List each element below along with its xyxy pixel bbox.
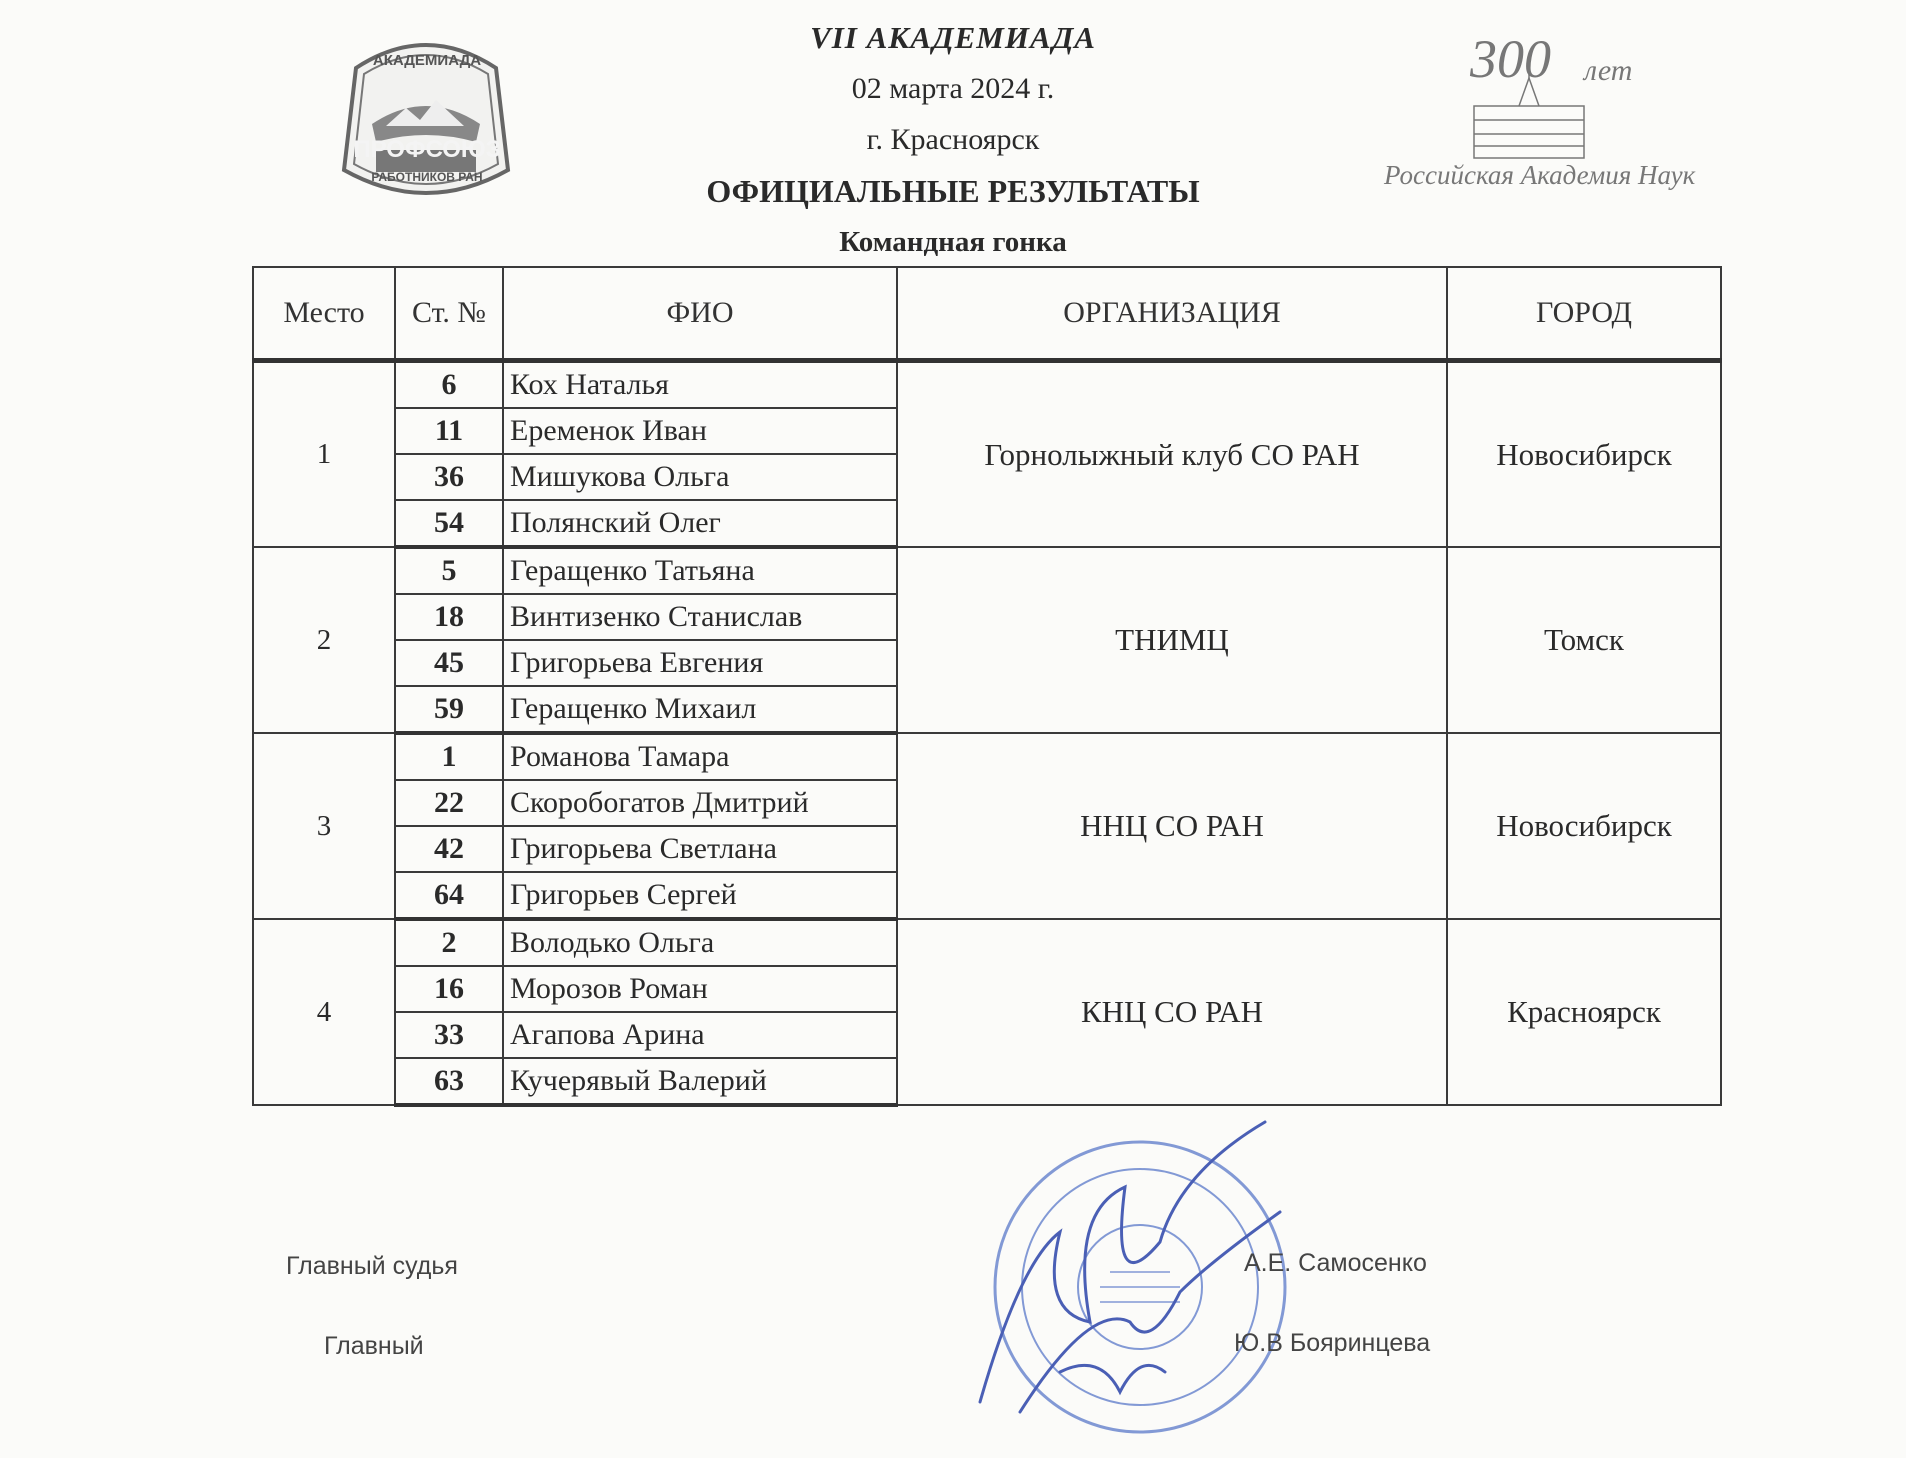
bib-cell: 5 <box>395 547 503 594</box>
table-row <box>253 547 1721 594</box>
bib-cell: 64 <box>395 872 503 919</box>
bib-cell: 54 <box>395 500 503 547</box>
city-cell: Новосибирск <box>1447 733 1721 919</box>
name-cell: Еременок Иван <box>503 408 897 454</box>
logo-right-number: 300 <box>1470 29 1551 89</box>
bib-cell: 2 <box>395 919 503 966</box>
name-cell: Володько Ольга <box>503 919 897 966</box>
place-cell: 2 <box>253 547 395 733</box>
header-city: ГОРОД <box>1447 267 1721 361</box>
chief-name: Ю.В Бояринцева <box>1234 1329 1431 1357</box>
chief-label: Главный <box>324 1332 424 1360</box>
bib-cell: 63 <box>395 1058 503 1105</box>
name-cell: Мишукова Ольга <box>503 454 897 500</box>
chief-judge-label: Главный судья <box>286 1252 458 1280</box>
org-cell: ННЦ СО РАН <box>897 733 1447 919</box>
name-cell: Агапова Арина <box>503 1012 897 1058</box>
name-cell: Полянский Олег <box>503 500 897 547</box>
bib-cell: 22 <box>395 780 503 826</box>
results-title: ОФИЦИАЛЬНЫЕ РЕЗУЛЬТАТЫ <box>706 173 1200 209</box>
bib-cell: 11 <box>395 408 503 454</box>
event-date: 02 марта 2024 г. <box>851 72 1055 105</box>
header-fio: ФИО <box>503 267 897 361</box>
bib-cell: 36 <box>395 454 503 500</box>
bib-cell: 1 <box>395 733 503 780</box>
table-header-row <box>253 267 1721 361</box>
event-title: VII АКАДЕМИАДА <box>810 20 1096 55</box>
header-org: ОРГАНИЗАЦИЯ <box>897 267 1447 361</box>
name-cell: Григорьева Евгения <box>503 640 897 686</box>
city-cell: Томск <box>1447 547 1721 733</box>
name-cell: Геращенко Татьяна <box>503 547 897 594</box>
place-cell: 3 <box>253 733 395 919</box>
header-bib: Ст. № <box>395 267 503 361</box>
org-cell: КНЦ СО РАН <box>897 919 1447 1105</box>
name-cell: Скоробогатов Дмитрий <box>503 780 897 826</box>
table-row <box>253 733 1721 780</box>
table-row <box>253 361 1721 409</box>
org-cell: Горнолыжный клуб СО РАН <box>897 361 1447 548</box>
name-cell: Григорьев Сергей <box>503 872 897 919</box>
logo-right-word: лет <box>1584 54 1633 87</box>
table-row <box>253 919 1721 966</box>
bib-cell: 33 <box>395 1012 503 1058</box>
logo-left-top-text: АКАДЕМИАДА <box>372 52 482 69</box>
bib-cell: 45 <box>395 640 503 686</box>
bib-cell: 42 <box>395 826 503 872</box>
logo-left-main-text: ПРОФСОЮЗ <box>353 136 501 163</box>
place-cell: 4 <box>253 919 395 1105</box>
name-cell: Морозов Роман <box>503 966 897 1012</box>
header-place: Место <box>253 267 395 361</box>
logo-right-bottom-text: Российская Академия Наук <box>1384 160 1696 190</box>
name-cell: Романова Тамара <box>503 733 897 780</box>
name-cell: Григорьева Светлана <box>503 826 897 872</box>
race-title: Командная гонка <box>839 226 1067 258</box>
results-table <box>252 266 1722 1107</box>
bib-cell: 6 <box>395 361 503 409</box>
name-cell: Геращенко Михаил <box>503 686 897 733</box>
name-cell: Кучерявый Валерий <box>503 1058 897 1105</box>
place-cell: 1 <box>253 361 395 548</box>
name-cell: Кох Наталья <box>503 361 897 409</box>
city-cell: Новосибирск <box>1447 361 1721 548</box>
bib-cell: 16 <box>395 966 503 1012</box>
org-cell: ТНИМЦ <box>897 547 1447 733</box>
name-cell: Винтизенко Станислав <box>503 594 897 640</box>
bib-cell: 59 <box>395 686 503 733</box>
chief-judge-name: А.Е. Самосенко <box>1244 1249 1427 1277</box>
event-city: г. Красноярск <box>866 123 1040 156</box>
city-cell: Красноярск <box>1447 919 1721 1105</box>
bib-cell: 18 <box>395 594 503 640</box>
logo-left-bottom-text: РАБОТНИКОВ РАН <box>371 170 483 184</box>
